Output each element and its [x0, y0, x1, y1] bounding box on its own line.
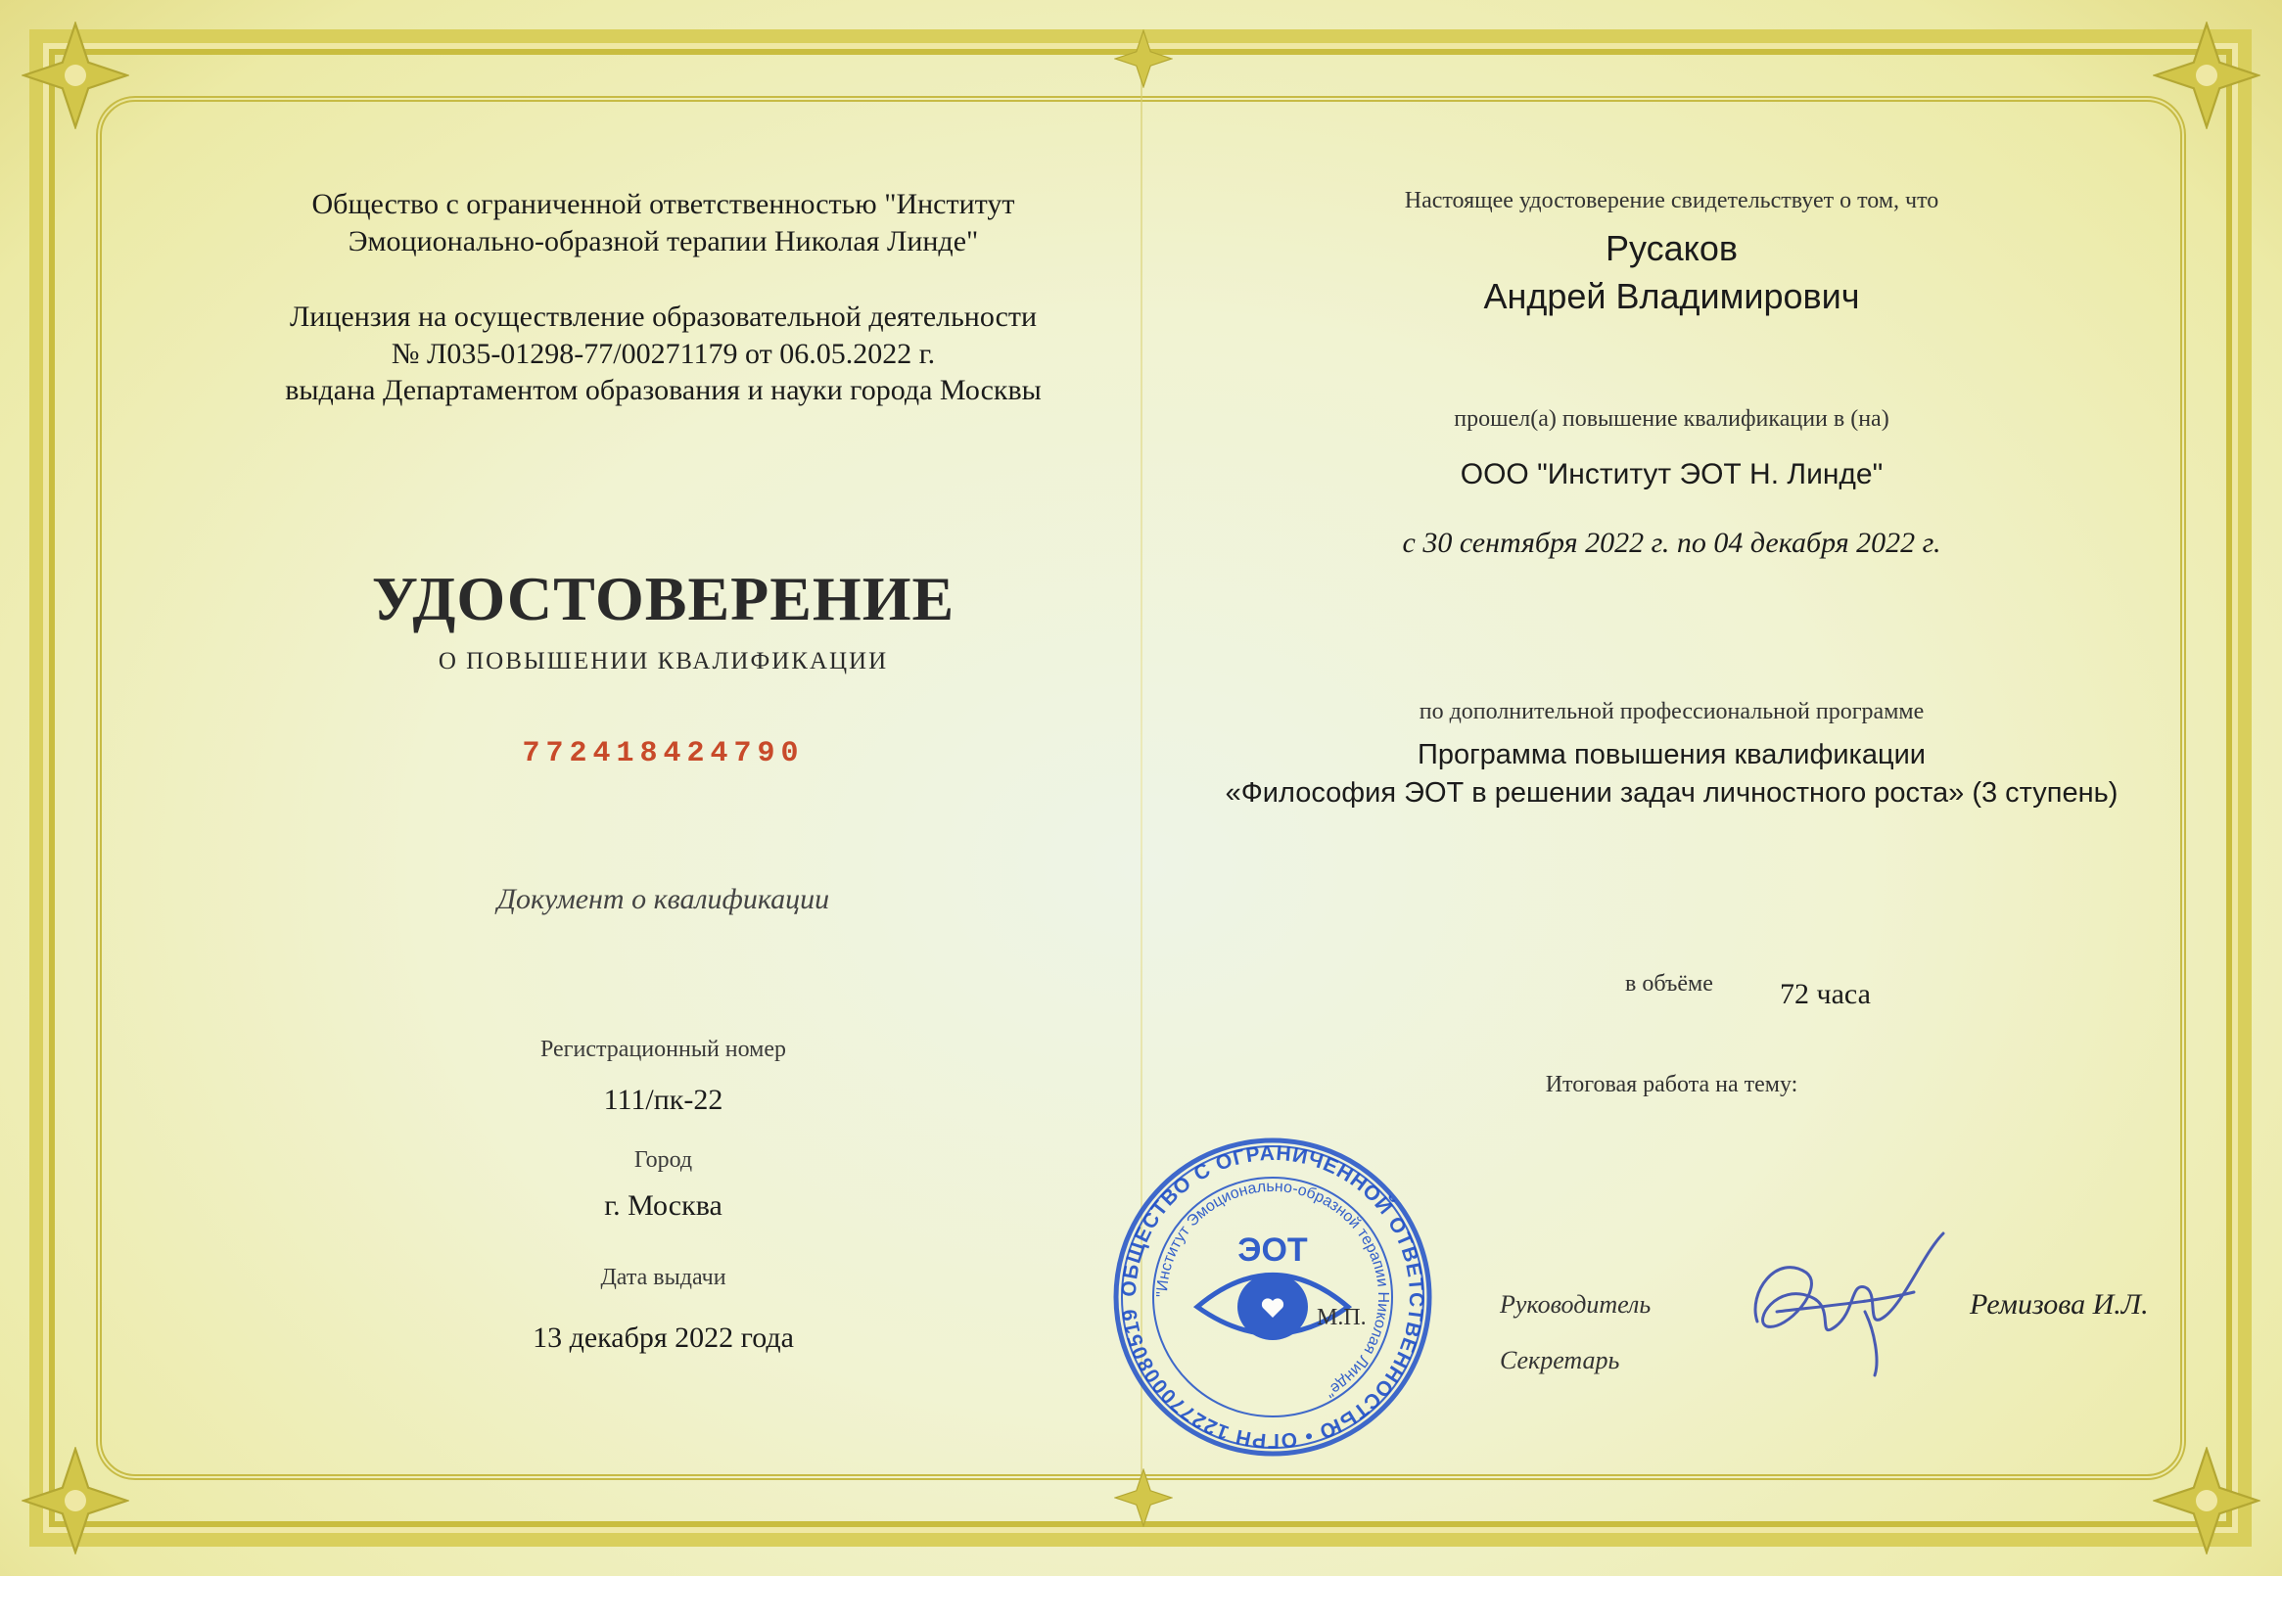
- city-value: г. Москва: [604, 1189, 722, 1222]
- final-work-label: Итоговая работа на тему:: [1545, 1072, 1798, 1097]
- stamp-place-label: М.П.: [1317, 1305, 1367, 1330]
- head-signature: [1718, 1214, 1953, 1380]
- org-line: Эмоционально-образной терапии Николая Линде": [348, 224, 979, 257]
- corner-ornament-icon: [2153, 22, 2260, 129]
- holder-name: [1224, 225, 2119, 320]
- corner-ornament-icon: [2153, 1447, 2260, 1554]
- stamp-center-text: ЭОТ: [1237, 1231, 1308, 1269]
- document-title: УДОСТОВЕРЕНИЕ: [371, 564, 955, 633]
- document-type: Документ о квалификации: [496, 883, 830, 915]
- stamp-outer-text: ОБЩЕСТВО С ОГРАНИЧЕННОЙ ОТВЕТСТВЕННОСТЬЮ • ОГРН 1227700080519: [1117, 1141, 1428, 1453]
- volume-value: 72 часа: [1780, 978, 1871, 1010]
- license-line: выдана Департаментом образования и науки города Москвы: [285, 374, 1042, 406]
- issue-date-label: Дата выдачи: [600, 1265, 726, 1290]
- license-line: Лицензия на осуществление образовательной деятельности: [289, 301, 1038, 333]
- secretary-label: Секретарь: [1500, 1346, 1620, 1374]
- corner-ornament-icon: [22, 22, 129, 129]
- institution-name: ООО "Институт ЭОТ Н. Линде": [1460, 458, 1884, 490]
- program-line: Программа повышения квалификации: [1418, 739, 1926, 770]
- program-title: «Философия ЭОТ в решении задач личностного роста» (3 ступень): [1225, 777, 2119, 810]
- corner-ornament-icon: [22, 1447, 129, 1554]
- holder-given-names: Андрей Владимирович: [1483, 275, 1860, 316]
- passed-text: прошел(а) повышение квалификации в (на): [1454, 406, 1889, 432]
- license-info: [215, 299, 1111, 409]
- intro-text: Настоящее удостоверение свидетельствует о том, что: [1404, 188, 1939, 213]
- registration-number: 111/пк-22: [603, 1084, 723, 1116]
- official-stamp: [1111, 1136, 1434, 1459]
- city-label: Город: [633, 1147, 693, 1173]
- stamp-inner-text: "Институт Эмоционально-образной терапии Николая Линде": [1153, 1178, 1392, 1401]
- document-subtitle: О ПОВЫШЕНИИ КВАЛИФИКАЦИИ: [438, 648, 889, 674]
- organization-name: [215, 186, 1111, 259]
- serial-number: 772418424790: [522, 737, 805, 770]
- head-name: Ремизова И.Л.: [1970, 1288, 2149, 1321]
- bottom-center-ornament-icon: [1114, 1468, 1173, 1527]
- volume-label: в объёме: [1625, 971, 1713, 997]
- license-number: № Л035-01298-77/00271179 от 06.05.2022 г.: [391, 337, 936, 370]
- holder-surname: Русаков: [1606, 228, 1738, 268]
- head-label: Руководитель: [1500, 1290, 1652, 1319]
- program-intro: по дополнительной профессиональной программе: [1419, 699, 1925, 724]
- top-center-ornament-icon: [1114, 29, 1173, 88]
- org-line: Общество с ограниченной ответственностью "Институт: [311, 188, 1015, 220]
- registration-label: Регистрационный номер: [539, 1037, 787, 1062]
- issue-date-value: 13 декабря 2022 года: [533, 1322, 794, 1354]
- training-period: с 30 сентября 2022 г. по 04 декабря 2022 г.: [1402, 527, 1941, 559]
- program-name: [1204, 736, 2139, 812]
